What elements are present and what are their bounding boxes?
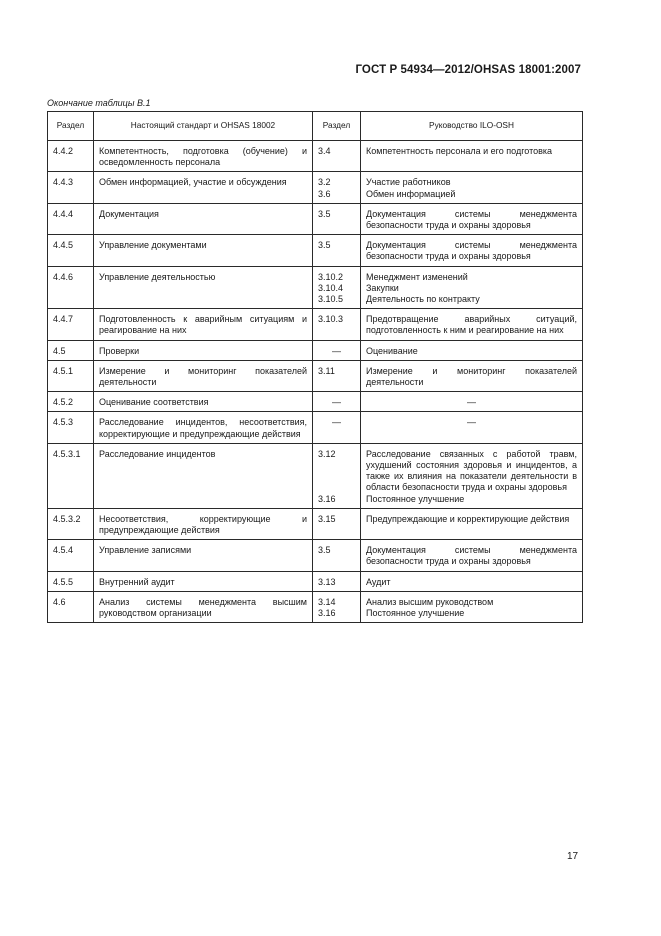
row-ilo-text xyxy=(361,235,583,266)
row-ilo-section xyxy=(313,340,361,360)
row-ilo-section xyxy=(313,360,361,391)
table-row xyxy=(48,443,583,508)
page-number: 17 xyxy=(567,851,579,862)
table-row xyxy=(48,203,583,234)
row-ilo-text xyxy=(361,443,583,508)
row-ilo-section-line: 3.4 xyxy=(318,146,331,156)
row-ilo-section-line: 3.13 xyxy=(318,576,336,587)
row-ilo-text-line: Анализ высшим руководством xyxy=(366,596,494,607)
row-standard-text-line: Подготовленность к аварийным ситуациям и реагирование на них xyxy=(99,314,307,336)
row-ilo-text-line: Документация системы менеджмента безопасности труда и охраны здоровья xyxy=(366,240,577,262)
row-ilo-section-line: 3.5 xyxy=(318,208,331,219)
row-ilo-section-line: — xyxy=(332,397,341,408)
row-ilo-section-line: 3.16 xyxy=(318,493,336,504)
table-row xyxy=(48,540,583,571)
row-ilo-section-line: 3.16 xyxy=(318,608,336,619)
row-ilo-text-line: Постоянное улучшение xyxy=(366,493,465,504)
row-ilo-section xyxy=(313,203,361,234)
row-standard-text xyxy=(94,340,313,360)
row-ilo-text-line: — xyxy=(467,397,476,408)
row-section-number: 4.6 xyxy=(48,591,94,622)
row-ilo-section-line: 3.15 xyxy=(318,513,336,524)
table-body xyxy=(48,141,583,623)
row-ilo-text-line: Измерение и мониторинг показателей деятельности xyxy=(366,365,577,388)
row-section-number: 4.5.4 xyxy=(48,540,94,571)
row-ilo-text-line: Постоянное улучшение xyxy=(366,608,465,619)
row-ilo-text-line: Предотвращение аварийных ситуаций, подготовленность к ним и реагирование на них xyxy=(366,314,577,336)
row-standard-text-line: Оценивание соответствия xyxy=(99,397,209,408)
row-ilo-section-line: 3.10.2 xyxy=(318,271,344,282)
row-standard-text xyxy=(94,392,313,412)
row-ilo-section-line: — xyxy=(332,345,341,356)
column-header-section: Раздел xyxy=(48,112,94,141)
row-ilo-text-line: Оценивание xyxy=(366,345,418,356)
row-standard-text-line: Управление деятельностью xyxy=(99,271,216,282)
row-standard-text-line: Несоответствия, корректирующие и предупреждающие действия xyxy=(99,513,307,536)
row-standard-text xyxy=(94,412,313,443)
row-ilo-text xyxy=(361,508,583,539)
row-ilo-section xyxy=(313,540,361,571)
row-standard-text-line: Расследование инцидентов xyxy=(99,448,216,459)
row-standard-text-line: Компетентность, подготовка (обучение) и осведомленность персонала xyxy=(99,146,307,168)
row-ilo-section-line: 3.5 xyxy=(318,240,331,251)
row-ilo-section-line: — xyxy=(332,417,341,428)
row-ilo-section xyxy=(313,412,361,443)
comparison-table xyxy=(47,111,583,623)
row-ilo-text-line: Обмен информацией xyxy=(366,188,456,199)
row-ilo-section xyxy=(313,571,361,591)
row-ilo-section-line: 3.14 xyxy=(318,596,336,607)
table-row xyxy=(48,360,583,391)
row-standard-text xyxy=(94,172,313,203)
row-standard-text-line: Внутренний аудит xyxy=(99,576,175,587)
row-ilo-section xyxy=(313,266,361,309)
row-ilo-text xyxy=(361,266,583,309)
row-ilo-section-line: 3.6 xyxy=(318,188,331,199)
row-standard-text-line: Измерение и мониторинг показателей деятельности xyxy=(99,365,307,388)
table-row xyxy=(48,309,583,340)
row-ilo-text xyxy=(361,412,583,443)
row-section-number: 4.4.3 xyxy=(48,172,94,203)
row-section-number: 4.5.3 xyxy=(48,412,94,443)
row-standard-text xyxy=(94,443,313,508)
row-ilo-text xyxy=(361,203,583,234)
row-standard-text xyxy=(94,571,313,591)
table-caption: Окончание таблицы В.1 xyxy=(47,98,151,108)
row-section-number: 4.4.2 xyxy=(48,141,94,172)
row-standard-text xyxy=(94,591,313,622)
row-ilo-text-line: Участие работников xyxy=(366,177,451,188)
row-ilo-section-line: 3.2 xyxy=(318,177,331,188)
column-header-ilo-section: Раздел xyxy=(313,112,361,141)
row-standard-text xyxy=(94,309,313,340)
row-section-number: 4.5.2 xyxy=(48,392,94,412)
row-ilo-section xyxy=(313,508,361,539)
row-section-number: 4.5.5 xyxy=(48,571,94,591)
row-standard-text xyxy=(94,203,313,234)
table-row xyxy=(48,571,583,591)
row-standard-text xyxy=(94,360,313,391)
row-ilo-section xyxy=(313,235,361,266)
row-ilo-text-line: Аудит xyxy=(366,576,391,587)
row-ilo-text-line: Документация системы менеджмента безопасности труда и охраны здоровья xyxy=(366,208,577,231)
row-ilo-text xyxy=(361,392,583,412)
row-standard-text-line: Управление записями xyxy=(99,545,192,556)
table-row xyxy=(48,172,583,203)
row-ilo-text-line: Предупреждающие и корректирующие действия xyxy=(366,513,570,524)
row-ilo-text xyxy=(361,571,583,591)
row-ilo-text xyxy=(361,540,583,571)
row-ilo-text xyxy=(361,591,583,622)
row-section-number: 4.4.5 xyxy=(48,235,94,266)
table-row xyxy=(48,141,583,172)
table-row xyxy=(48,266,583,309)
row-ilo-text-line: Документация системы менеджмента безопасности труда и охраны здоровья xyxy=(366,545,577,567)
row-ilo-text-line: Менеджмент изменений xyxy=(366,271,468,282)
row-ilo-section-line: 3.10.3 xyxy=(318,314,344,325)
row-standard-text xyxy=(94,266,313,309)
row-section-number: 4.4.4 xyxy=(48,203,94,234)
row-section-number: 4.5.3.1 xyxy=(48,443,94,508)
row-ilo-section xyxy=(313,443,361,508)
row-ilo-section-line: 3.12 xyxy=(318,448,336,459)
row-ilo-text xyxy=(361,360,583,391)
row-standard-text xyxy=(94,141,313,172)
row-ilo-text xyxy=(361,141,583,172)
table-row xyxy=(48,340,583,360)
row-section-number: 4.5.3.2 xyxy=(48,508,94,539)
row-ilo-text-line: Компетентность персонала и его подготовка xyxy=(366,146,553,156)
row-ilo-section xyxy=(313,141,361,172)
column-header-standard: Настоящий стандарт и OHSAS 18002 xyxy=(94,112,313,141)
row-ilo-section-line: 3.5 xyxy=(318,545,331,556)
row-standard-text-line: Анализ системы менеджмента высшим руководством организации xyxy=(99,596,307,619)
row-section-number: 4.4.7 xyxy=(48,309,94,340)
row-standard-text-line: Обмен информацией, участие и обсуждения xyxy=(99,177,287,188)
table-header-row xyxy=(48,112,583,141)
table-row xyxy=(48,412,583,443)
row-standard-text xyxy=(94,235,313,266)
table-row xyxy=(48,392,583,412)
row-ilo-section-line: 3.10.4 xyxy=(318,282,344,293)
row-ilo-section xyxy=(313,591,361,622)
row-ilo-section-line: 3.10.5 xyxy=(318,294,344,305)
document-header: ГОСТ Р 54934—2012/OHSAS 18001:2007 xyxy=(355,64,581,76)
row-section-number: 4.5.1 xyxy=(48,360,94,391)
row-standard-text-line: Документация xyxy=(99,208,159,219)
row-standard-text-line: Расследование инцидентов, несоответствия, корректирующие и предупреждающие действия xyxy=(99,417,307,439)
row-ilo-section xyxy=(313,392,361,412)
row-ilo-section xyxy=(313,309,361,340)
row-ilo-text-line: Закупки xyxy=(366,282,399,293)
column-header-ilo-guide: Руководство ILO-OSH xyxy=(361,112,583,141)
row-section-number: 4.5 xyxy=(48,340,94,360)
row-ilo-section-line: 3.11 xyxy=(318,365,335,376)
row-ilo-text xyxy=(361,309,583,340)
row-standard-text-line: Проверки xyxy=(99,345,140,356)
row-ilo-section xyxy=(313,172,361,203)
row-ilo-text xyxy=(361,340,583,360)
row-ilo-text-line: — xyxy=(467,417,476,428)
row-section-number: 4.4.6 xyxy=(48,266,94,309)
row-ilo-text xyxy=(361,172,583,203)
row-standard-text-line: Управление документами xyxy=(99,240,207,251)
row-standard-text xyxy=(94,540,313,571)
row-ilo-text-line: Расследование связанных с работой травм, ухудшений состояния здоровья и инцидентов, а также их влияния на показатели деятельности в области безопасности труда и охраны здоровья xyxy=(366,448,577,493)
table-row xyxy=(48,235,583,266)
row-standard-text xyxy=(94,508,313,539)
table-row xyxy=(48,591,583,622)
row-ilo-text-line: Деятельность по контракту xyxy=(366,294,480,305)
table-row xyxy=(48,508,583,539)
